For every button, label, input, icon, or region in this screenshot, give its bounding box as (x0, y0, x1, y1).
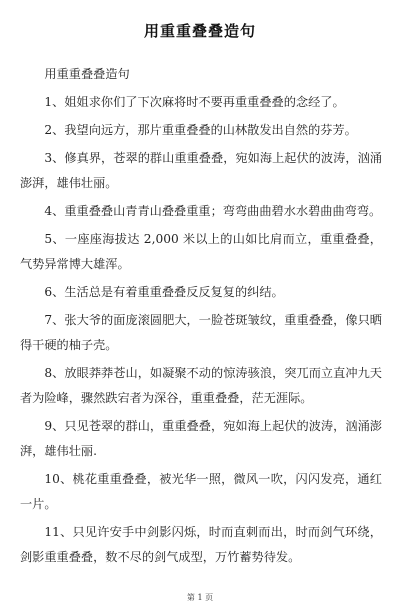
sentence-2: 2、我望向远方，那片重重叠叠的山林散发出自然的芬芳。 (44, 123, 357, 137)
sentence-10: 10、桃花重重叠叠，被光华一照，微风一吹，闪闪发亮，通红一片。 (20, 472, 382, 511)
page-title: 用重重叠叠造句 (143, 22, 256, 40)
sentence-3: 3、修真界，苍翠的群山重重叠叠，宛如海上起伏的波涛，汹涌澎湃，雄伟壮丽。 (20, 151, 382, 190)
sentence-11: 11、只见许安手中剑影闪烁，时而直刺而出，时而剑气环绕，剑影重重叠叠，数不尽的剑气成型，万竹蓄势待发。 (20, 525, 382, 564)
sentence-7: 7、张大爷的面庞滚圆肥大，一脸苍斑皱纹，重重叠叠，像只晒得干硬的柚子壳。 (20, 313, 382, 352)
sentence-6: 6、生活总是有着重重叠叠反反复复的纠结。 (44, 285, 284, 299)
sentence-9: 9、只见苍翠的群山，重重叠叠，宛如海上起伏的波涛，汹涌澎湃，雄伟壮丽. (20, 419, 382, 458)
sentence-8: 8、放眼莽莽苍山，如凝聚不动的惊涛骇浪，突兀而立直冲九天者为险峰，骤然跌宕者为深谷，重重叠叠，茫无涯际。 (20, 366, 382, 405)
page-number: 第 1 页 (186, 593, 214, 602)
sentence-4: 4、重重叠叠山青青山叠叠重重；弯弯曲曲碧水水碧曲曲弯弯。 (44, 204, 382, 218)
paragraph-heading: 用重重叠叠造句 (44, 67, 130, 81)
sentence-5: 5、一座座海拔达 2,000 米以上的山如比肩而立，重重叠叠，气势异常博大雄浑。 (20, 232, 382, 271)
document-body (20, 62, 382, 573)
sentence-1: 1、姐姐求你们了下次麻将时不要再重重叠叠的念经了。 (44, 95, 345, 109)
